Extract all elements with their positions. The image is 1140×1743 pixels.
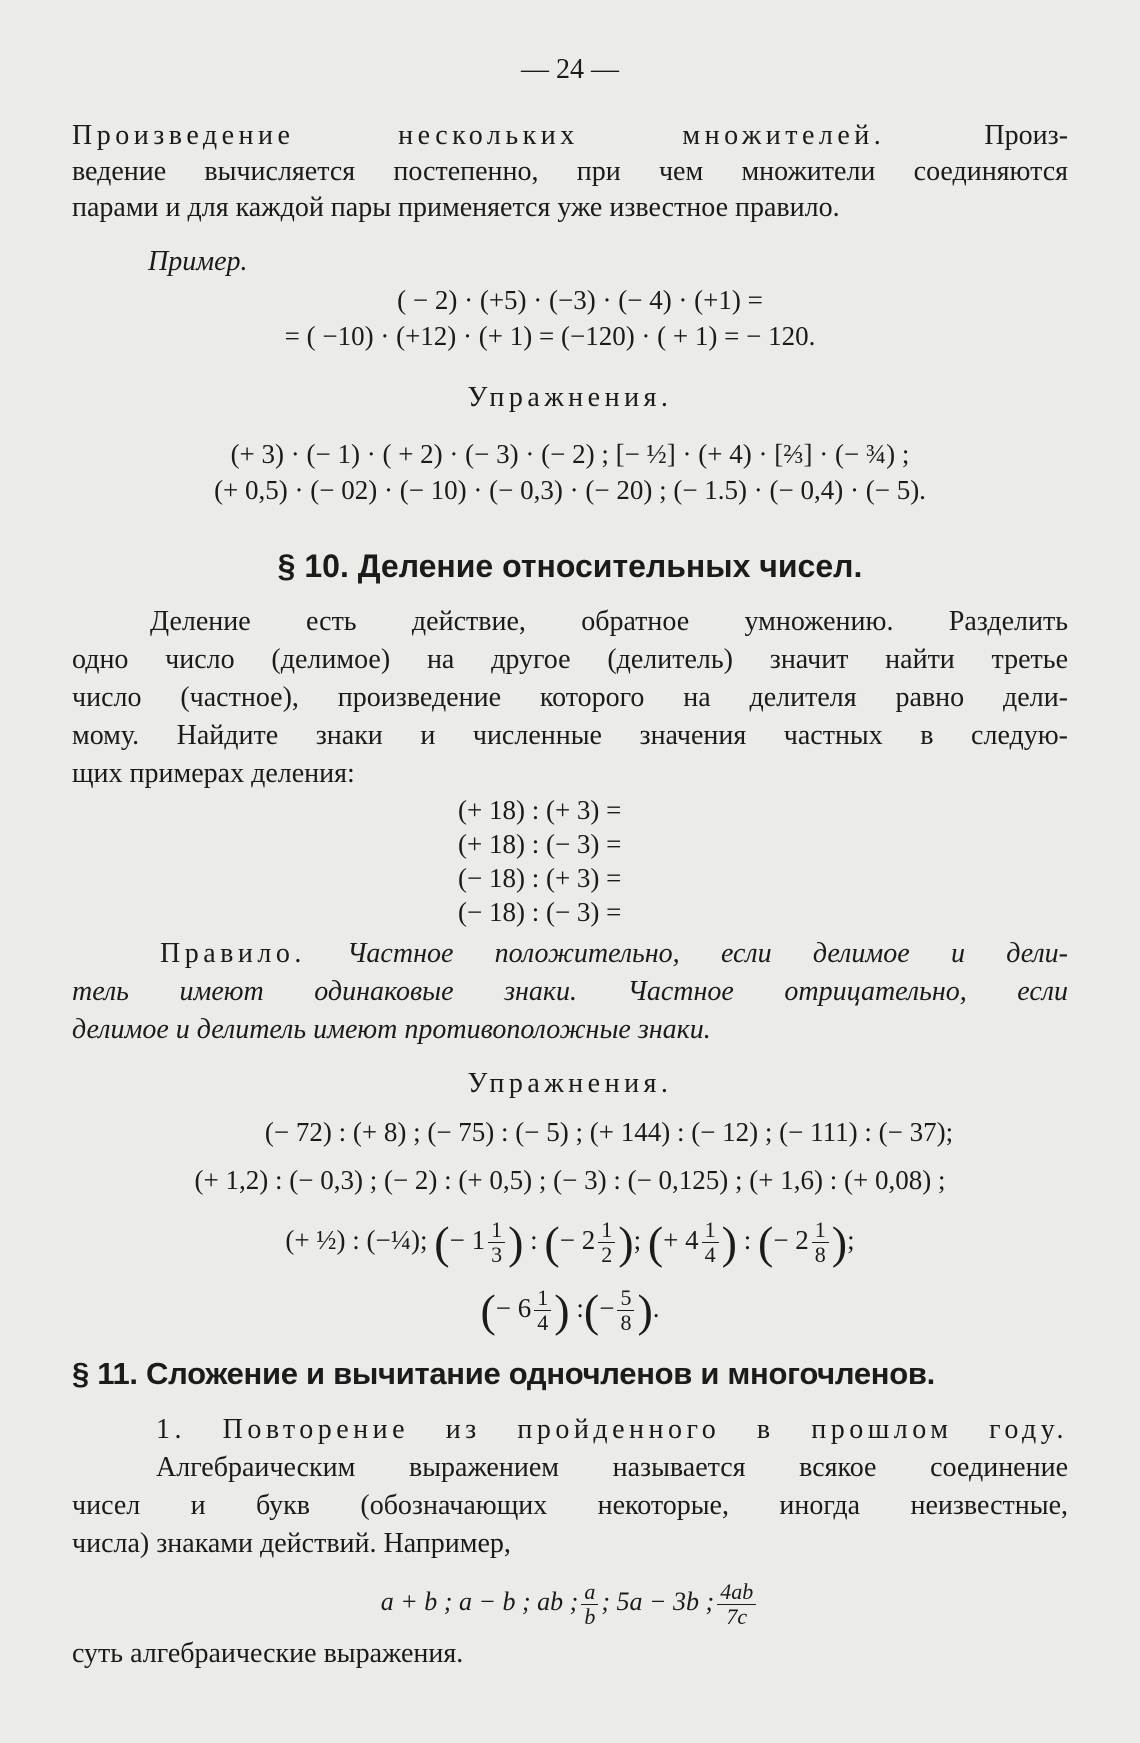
mixed-e-whole: − 6 bbox=[495, 1293, 532, 1323]
mixed-d-whole: − 2 bbox=[773, 1225, 809, 1255]
s11-p1-line-3: числа) знаками действий. Например, bbox=[72, 1528, 511, 1559]
paren-close: ) bbox=[831, 1216, 848, 1268]
mixed-c-denominator: 4 bbox=[704, 1242, 716, 1268]
intro-spaced-heading: Произведение нескольких множителей. bbox=[72, 120, 886, 151]
paren-open: ( bbox=[544, 1216, 560, 1268]
s11-p1-line-1: Алгебраическим выражением называется всякое соединение bbox=[156, 1452, 1068, 1483]
exercises-title-1: Упражнения. bbox=[467, 382, 673, 413]
s10-p1-line-1: Деление есть действие, обратное умножению. Разделить bbox=[150, 606, 1068, 637]
paren-close: ) bbox=[637, 1284, 653, 1336]
paren-close: ) bbox=[721, 1216, 737, 1268]
intro-line-1-rest: Произ- bbox=[984, 120, 1069, 151]
exercises-title-2: Упражнения. bbox=[467, 1068, 673, 1099]
division-example-3: (− 18) : (+ 3) = bbox=[458, 863, 622, 893]
exercises-1-line-1: (+ 3) · (− 1) · ( + 2) · (− 3) · (− 2) ; [− ½] · (+ 4) · [⅔] · (− ¾) ; bbox=[230, 439, 910, 469]
division-example-4: (− 18) : (− 3) = bbox=[458, 897, 622, 927]
expr-fraction-a-b bbox=[581, 1580, 598, 1629]
mixed-d-numerator: 1 bbox=[812, 1218, 829, 1243]
division-example-2: (+ 18) : (− 3) = bbox=[458, 829, 622, 859]
section-11-title: § 11. Сложение и вычитание одночленов и многочленов. bbox=[72, 1356, 935, 1391]
fraction-exercise-prefix: (+ ½) : (−¼); bbox=[285, 1225, 428, 1255]
s11-closing-line: суть алгебраические выражения. bbox=[72, 1638, 464, 1669]
mixed-a-numerator: 1 bbox=[488, 1218, 505, 1243]
semicolon: ; bbox=[633, 1225, 642, 1255]
expr-fraction-1-numerator: a bbox=[581, 1580, 598, 1605]
mixed-f-fraction bbox=[617, 1286, 634, 1335]
paren-open: ( bbox=[583, 1284, 600, 1336]
colon: : bbox=[530, 1225, 538, 1255]
expr-prefix: a + b ; a − b ; ab ; bbox=[380, 1587, 579, 1616]
expr-fraction-2-numerator: 4ab bbox=[717, 1580, 756, 1605]
semicolon: ; bbox=[847, 1225, 855, 1255]
rule-line-1 bbox=[160, 936, 1068, 972]
mixed-a-whole: − 1 bbox=[449, 1225, 486, 1255]
s10-p1-line-4: мому. Найдите знаки и численные значения частных в следую- bbox=[72, 720, 1068, 751]
example-line-1: ( − 2) · (+5) · (−3) · (− 4) · (+1) = bbox=[397, 285, 763, 315]
exercises-1-line-2: (+ 0,5) · (− 02) · (− 10) · (− 0,3) · (− 20) ; (− 1.5) · (− 0,4) · (− 5). bbox=[214, 475, 926, 505]
example-label: Пример. bbox=[148, 246, 248, 277]
colon: : bbox=[576, 1293, 584, 1323]
division-example-1: (+ 18) : (+ 3) = bbox=[458, 795, 622, 825]
rule-line-3: делимое и делитель имеют противоположные знаки. bbox=[72, 1014, 711, 1045]
mixed-b-denominator: 2 bbox=[601, 1242, 613, 1268]
page-number: — 24 — bbox=[521, 54, 619, 85]
mixed-b-numerator: 1 bbox=[598, 1218, 615, 1243]
example-line-2: = ( −10) · (+12) · (+ 1) = (−120) · ( + 1) = − 120. bbox=[284, 321, 816, 351]
intro-line-2: ведение вычисляется постепенно, при чем множители соединяются bbox=[72, 156, 1068, 187]
mixed-d-fraction bbox=[812, 1218, 829, 1267]
rule-label: Правило. bbox=[160, 938, 306, 969]
mixed-b-fraction bbox=[598, 1218, 615, 1267]
intro-line-1 bbox=[72, 118, 1068, 154]
s11-subheading: 1. Повторение из пройденного в прошлом году. bbox=[156, 1414, 1068, 1445]
mixed-a-fraction bbox=[488, 1218, 505, 1267]
s10-p1-line-5: щих примерах деления: bbox=[72, 758, 355, 789]
rule-line-2: тель имеют одинаковые знаки. Частное отрицательно, если bbox=[72, 976, 1068, 1007]
mixed-c-numerator: 1 bbox=[702, 1218, 719, 1243]
mixed-f-denominator: 8 bbox=[620, 1310, 632, 1336]
expr-fraction-1-denominator: b bbox=[584, 1603, 596, 1629]
s10-p1-line-2: одно число (делимое) на другое (делитель) значит найти третье bbox=[72, 644, 1068, 675]
rule-text-1: Частное положительно, если делимое и дели- bbox=[347, 938, 1069, 969]
mixed-f-sign: − bbox=[599, 1293, 615, 1323]
s10-p1-line-3: число (частное), произведение которого на делителя равно дели- bbox=[72, 682, 1068, 713]
expr-fraction-4ab-7c bbox=[717, 1580, 756, 1629]
period: . bbox=[652, 1293, 660, 1323]
mixed-f-numerator: 5 bbox=[617, 1286, 634, 1311]
expr-fraction-2-denominator: 7c bbox=[726, 1603, 748, 1629]
paren-open: ( bbox=[434, 1216, 450, 1268]
mixed-e-numerator: 1 bbox=[534, 1286, 551, 1311]
mixed-e-denominator: 4 bbox=[537, 1310, 549, 1336]
paren-close: ) bbox=[554, 1284, 570, 1336]
exercises-2-line-4 bbox=[72, 1280, 1068, 1340]
section-10-title: § 10. Деление относительных чисел. bbox=[277, 548, 863, 584]
mixed-c-whole: + 4 bbox=[663, 1225, 699, 1255]
paren-open: ( bbox=[647, 1216, 664, 1268]
expr-middle: ; 5a − 3b ; bbox=[601, 1587, 715, 1616]
s11-p1-line-2: чисел и букв (обозначающих некоторые, иногда неизвестные, bbox=[72, 1490, 1068, 1521]
paren-close: ) bbox=[508, 1216, 524, 1268]
exercises-2-line-1: (− 72) : (+ 8) ; (− 75) : (− 5) ; (+ 144) : (− 12) ; (− 111) : (− 37); bbox=[264, 1117, 954, 1147]
mixed-c-fraction bbox=[702, 1218, 719, 1267]
intro-line-3: парами и для каждой пары применяется уже известное правило. bbox=[72, 192, 840, 223]
paren-close: ) bbox=[618, 1216, 634, 1268]
exercises-2-line-3 bbox=[72, 1212, 1068, 1272]
paren-open: ( bbox=[480, 1284, 496, 1336]
algebraic-expressions bbox=[72, 1574, 1068, 1634]
mixed-b-whole: − 2 bbox=[559, 1225, 596, 1255]
mixed-d-denominator: 8 bbox=[814, 1242, 826, 1268]
mixed-e-fraction bbox=[534, 1286, 551, 1335]
mixed-a-denominator: 3 bbox=[491, 1242, 503, 1268]
colon: : bbox=[743, 1225, 752, 1255]
exercises-2-line-2: (+ 1,2) : (− 0,3) ; (− 2) : (+ 0,5) ; (− 3) : (− 0,125) ; (+ 1,6) : (+ 0,08) ; bbox=[194, 1165, 946, 1195]
paren-open: ( bbox=[757, 1216, 774, 1268]
